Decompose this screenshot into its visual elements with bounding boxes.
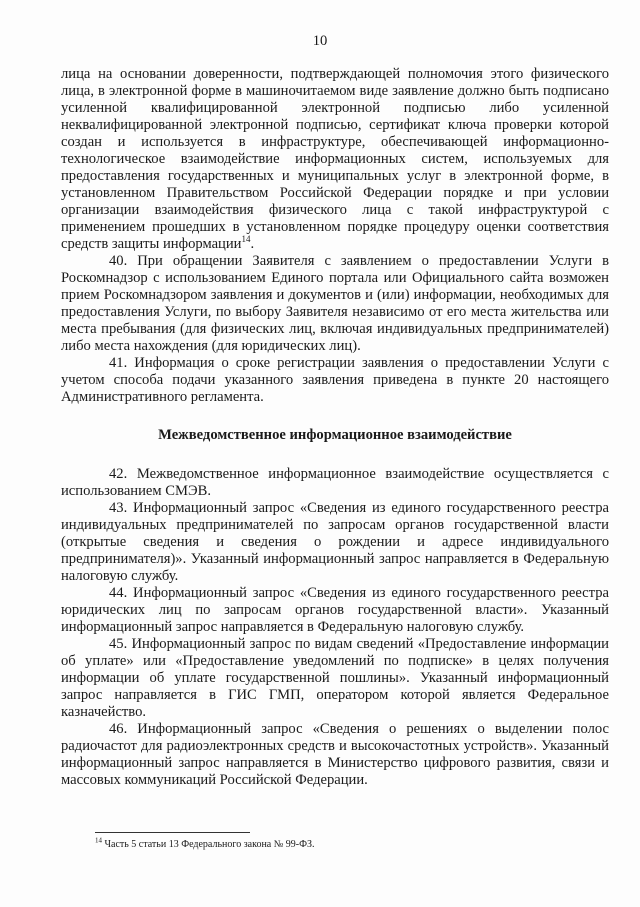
- paragraph-40: 40. При обращении Заявителя с заявлением о предоставлении Услуги в Роскомнадзор с использованием Единого портала или Официального сайта возможен прием Роскомнадзором заявления и документов и (или) информации, необходимых для предоставления Услуги, по выбору Заявителя независимо от его места жительства или места пребывания (для физических лиц, включая индивидуальных предпринимателей) либо места нахождения (для юридических лиц).: [61, 253, 609, 354]
- paragraph-45: 45. Информационный запрос по видам сведений «Предоставление информации об уплате» или «Предоставление уведомлений по подписке» в целях получения информации об уплате государственной пошлины». Указанный информационный запрос направляется в ГИС ГМП, оператором которой является Федеральное казначейство.: [61, 636, 609, 720]
- paragraph-41: 41. Информация о сроке регистрации заявления о предоставлении Услуги с учетом способа подачи указанного заявления приведена в пункте 20 настоящего Административного регламента.: [61, 355, 609, 405]
- paragraph-44: 44. Информационный запрос «Сведения из единого государственного реестра юридических лиц по запросам органов государственной власти». Указанный информационный запрос направляется в Федеральную налоговую службу.: [61, 585, 609, 635]
- paragraph-intro-text: лица на основании доверенности, подтверждающей полномочия этого физического лица, в электронной форме в машиночитаемом виде заявление должно быть подписано усиленной квалифицированной электронной подписью либо усиленной неквалифицированной электронной подписью, сертификат ключа проверки которой создан и используется в инфраструктуре, обеспечивающей информационно-технологическое взаимодействие информационных систем, используемых для предоставления государственных и муниципальных услуг в электронной форме, в установленном Правительством Российской Федерации порядке и при условии организации взаимодействия физического лица с такой инфраструктурой с применением прошедших в установленном порядке процедуру оценки соответствия средств защиты информации: [61, 66, 609, 252]
- paragraph-43: 43. Информационный запрос «Сведения из единого государственного реестра индивидуальных предпринимателей по запросам органов государственной власти (открытые сведения и сведения о рождении и адресе индивидуального предпринимателя)». Указанный информационный запрос направляется в Федеральную налоговую службу.: [61, 500, 609, 584]
- paragraph-intro-continuation: [61, 66, 609, 253]
- footnote-divider: [95, 832, 250, 833]
- footnote-reference[interactable]: 14: [241, 234, 251, 245]
- page-number: 10: [312, 33, 328, 49]
- paragraph-46: 46. Информационный запрос «Сведения о решениях о выделении полос радиочастот для радиоэлектронных средств и высокочастотных устройств». Указанный информационный запрос направляется в Министерство цифрового развития, связи и массовых коммуникаций Российской Федерации.: [61, 721, 609, 788]
- footnote-text: Часть 5 статьи 13 Федерального закона № 99-ФЗ.: [104, 839, 315, 850]
- footnote: [95, 836, 595, 851]
- paragraph-intro-end: .: [250, 236, 255, 252]
- document-body: [61, 66, 609, 789]
- section-heading: Межведомственное информационное взаимодействие: [158, 427, 512, 443]
- paragraph-42: 42. Межведомственное информационное взаимодействие осуществляется с использованием СМЭВ.: [61, 466, 609, 499]
- footnote-mark: 14: [95, 836, 102, 845]
